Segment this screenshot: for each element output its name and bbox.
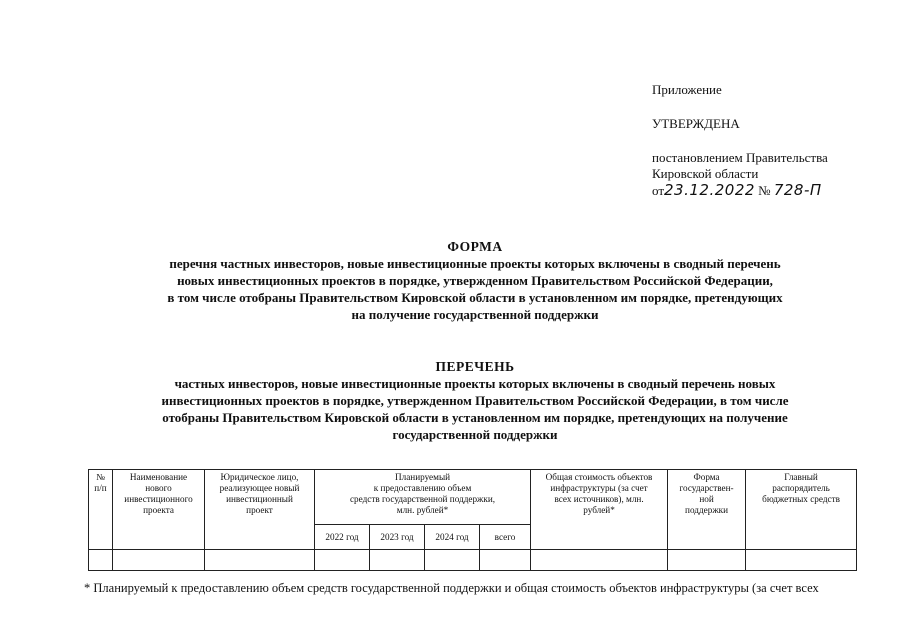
footnote: * Планируемый к предоставлению объем средств государственной поддержки и общая стоимость объектов инфраструктуры (за счет всех xyxy=(84,581,819,595)
handwritten-number: 728-П xyxy=(773,181,822,199)
table-cell xyxy=(205,550,315,571)
approved-label: УТВЕРЖДЕНА xyxy=(652,116,740,131)
table-cell xyxy=(370,550,425,571)
appendix-label: Приложение xyxy=(652,82,722,97)
header-legal-entity: Юридическое лицо, реализующее новый инвестиционный проект xyxy=(205,470,315,550)
form-heading: ФОРМА xyxy=(447,239,503,254)
handwritten-date: 23.12.2022 xyxy=(664,181,755,199)
from-prefix: от xyxy=(652,183,665,198)
form-title-line: в том числе отобраны Правительством Кировской области в установленном им порядке, претендующих xyxy=(167,290,783,305)
investors-table xyxy=(88,469,857,571)
table-cell xyxy=(480,550,531,571)
form-title-line: новых инвестиционных проектов в порядке, утвержденном Правительством Российской Федерации, xyxy=(177,273,773,288)
header-planned-support: Планируемый к предоставлению объем средств государственной поддержки, млн. рублей* xyxy=(315,470,531,525)
list-title-line: инвестиционных проектов в порядке, утвержденном Правительством Российской Федерации, в том числе xyxy=(161,393,789,408)
resolution-line: Кировской области xyxy=(652,166,759,181)
table-cell xyxy=(425,550,480,571)
table-cell xyxy=(315,550,370,571)
list-title-line: государственной поддержки xyxy=(392,427,558,442)
table-cell xyxy=(113,550,205,571)
list-title xyxy=(60,358,890,443)
list-title-line: отобраны Правительством Кировской области в установленном им порядке, претендующих на получение xyxy=(162,410,788,425)
form-title-line: на получение государственной поддержки xyxy=(351,307,599,322)
table-cell xyxy=(668,550,746,571)
header-budget-manager: Главный распорядитель бюджетных средств xyxy=(746,470,857,550)
header-project-name: Наименование нового инвестиционного проекта xyxy=(113,470,205,550)
resolution-line: постановлением Правительства xyxy=(652,150,828,165)
list-title-line: частных инвесторов, новые инвестиционные проекты которых включены в сводный перечень новых xyxy=(174,376,776,391)
header-total: всего xyxy=(480,525,531,550)
header-year-2023: 2023 год xyxy=(370,525,425,550)
number-sign: № xyxy=(758,183,771,198)
resolution-date-number xyxy=(652,182,828,199)
table-cell xyxy=(746,550,857,571)
header-infrastructure-cost: Общая стоимость объектов инфраструктуры (за счет всех источников), млн. рублей* xyxy=(531,470,668,550)
table-cell xyxy=(89,550,113,571)
resolution-reference xyxy=(652,150,828,199)
table-row xyxy=(89,550,857,571)
approval-stamp xyxy=(652,82,828,199)
header-number: № п/п xyxy=(89,470,113,550)
table-header-row xyxy=(89,470,857,525)
header-year-2024: 2024 год xyxy=(425,525,480,550)
form-title xyxy=(60,238,890,323)
header-year-2022: 2022 год xyxy=(315,525,370,550)
list-heading: ПЕРЕЧЕНЬ xyxy=(435,359,515,374)
form-title-line: перечня частных инвесторов, новые инвестиционные проекты которых включены в сводный перечень xyxy=(169,256,781,271)
table-cell xyxy=(531,550,668,571)
header-support-form: Форма государствен- ной поддержки xyxy=(668,470,746,550)
